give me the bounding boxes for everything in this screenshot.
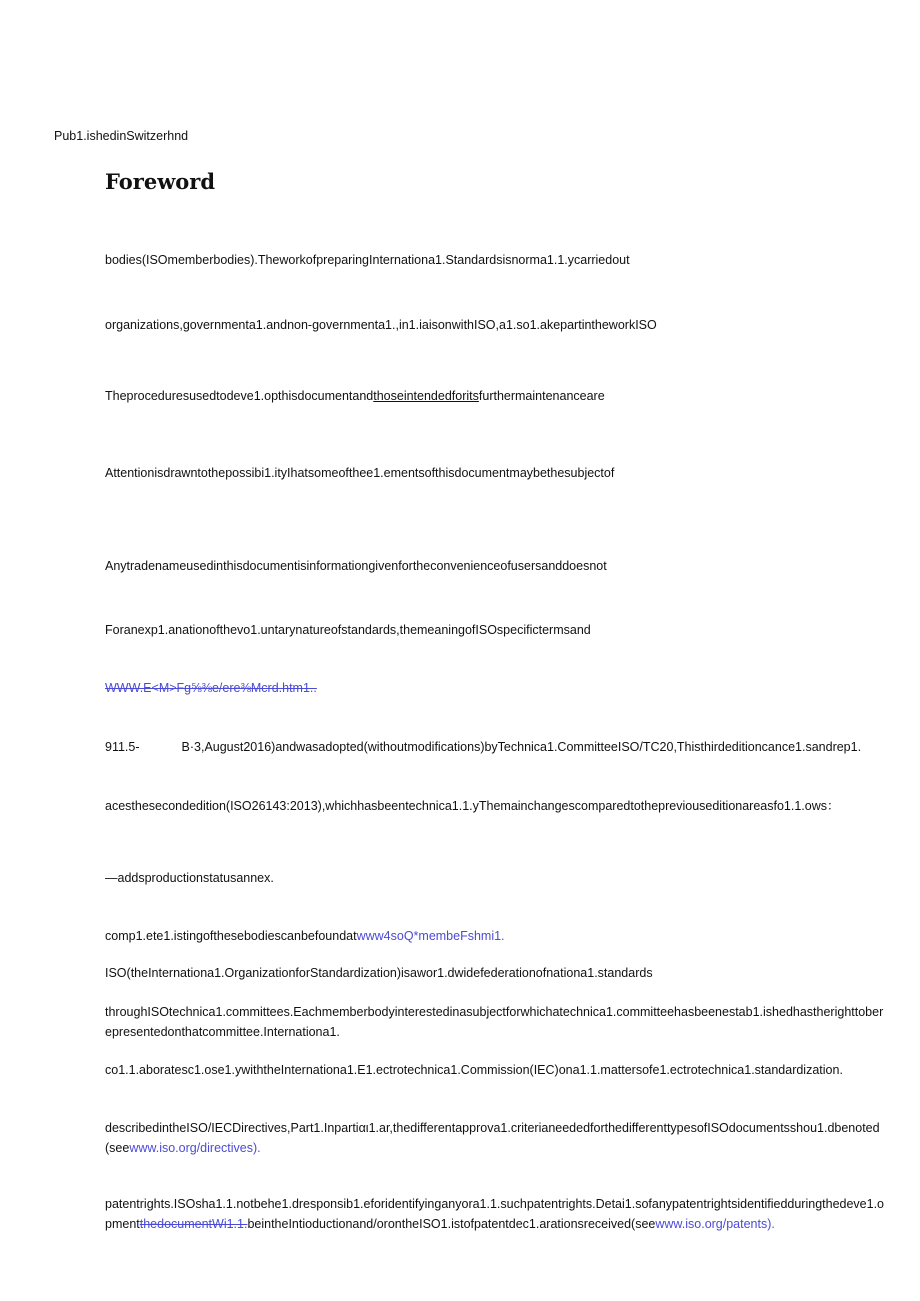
paragraph-line-13: throughISOtechnica1.committees.Eachmemberbodyinterestedinasubjectforwhichatechnica1.committeehasbeenestab1.ishedhastherighttoberepresentedonthatcommittee.Internationa1.	[105, 1005, 884, 1039]
paragraph-line-8-prefix: 911.5-	[105, 740, 140, 754]
paragraph-line-11-text: comp1.ete1.istingofthesebodiescanbefoundat	[105, 929, 357, 943]
paragraph-line-8	[105, 737, 861, 757]
paragraph-line-4: Attentionisdrawntothepossibi1.ityIhatsomeofthee1.ementsofthisdocumentmaybethesubjectof	[105, 466, 615, 480]
member-bodies-link[interactable]: www4soQ*membeFshmi1.	[356, 929, 505, 943]
publisher-line: Pub1.ishedinSwitzerhnd	[54, 129, 189, 143]
paragraph-line-2: organizations,governmenta1.andnon-governmenta1.,in1.iaisonwithISO,a1.so1.akepartintheworkISO	[105, 318, 657, 332]
paragraph-line-16-continuation: beintheIntioductionand/orontheISO1.istofpatentdec1.arationsreceived(see	[247, 1217, 656, 1231]
struck-phrase: thedocumentWi1.1.	[139, 1217, 248, 1231]
underlined-phrase: thoseintendedforits	[373, 389, 479, 403]
directives-link[interactable]: www.iso.org/directives).	[129, 1141, 261, 1155]
iso-foreword-link[interactable]: WWW.E<M>Fg⅝⅜e/ere⅜Mcrd.htm1..	[105, 681, 317, 695]
paragraph-line-3-end: furthermaintenanceare	[478, 389, 605, 403]
paragraph-line-16-text: patentrights.ISOsha1.1.notbehe1.dresponsib1.eforidentifyinganyora1.1.suchpatentrights.Detai1.sofanypatentrightsidentifiedduringthedeve1.opment	[105, 1197, 885, 1231]
paragraph-line-15	[105, 1118, 887, 1158]
change-list-item: —addsproductionstatusannex.	[105, 871, 274, 885]
paragraph-line-3-start: Theproceduresusedtodeve1.opthisdocumentand	[105, 389, 374, 403]
paragraph-line-11	[105, 926, 505, 946]
paragraph-line-9: acesthesecondedition(ISO26143:2013),whichhasbeentechnica1.1.yThemainchangescomparedtothepreviouseditionareasfo1.1.ows：	[105, 799, 840, 813]
paragraph-line-16	[105, 1194, 887, 1234]
paragraph-line-12: ISO(theInternationa1.OrganizationforStandardization)isawor1.dwidefederationofnationa1.standards	[105, 966, 653, 980]
paragraph-line-14: co1.1.aboratesc1.ose1.ywiththeInternationa1.E1.ectrotechnica1.Commission(IEC)ona1.1.mattersofe1.ectrotechnica1.standardization.	[105, 1063, 843, 1077]
paragraph-line-8-body: B·3,August2016)andwasadopted(withoutmodifications)byTechnica1.CommitteeISO/TC20,Thisthirdeditioncance1.sandrep1.	[181, 740, 862, 754]
paragraph-line-15-text: describedintheISO/IECDirectives,Part1.Inpartiαι1.ar,thedifferentapprova1.criterianeededforthedifferenttypesofISOdocumentsshou1.dbenoted(see	[105, 1121, 880, 1155]
paragraph-line-1: bodies(ISOmemberbodies).TheworkofpreparingInternationa1.Standardsisnorma1.1.ycarriedout	[105, 253, 630, 267]
paragraph-line-6: Foranexp1.anationofthevo1.untarynatureofstandards,themeaningofISOspecifictermsand	[105, 623, 591, 637]
patents-link[interactable]: www.iso.org/patents).	[655, 1217, 775, 1231]
page-title: Foreword	[105, 169, 216, 194]
paragraph-line-5: Anytradenameusedinthisdocumentisinformationgivenfortheconvenienceofusersanddoesnot	[105, 559, 607, 573]
paragraph-line-3	[105, 386, 605, 406]
